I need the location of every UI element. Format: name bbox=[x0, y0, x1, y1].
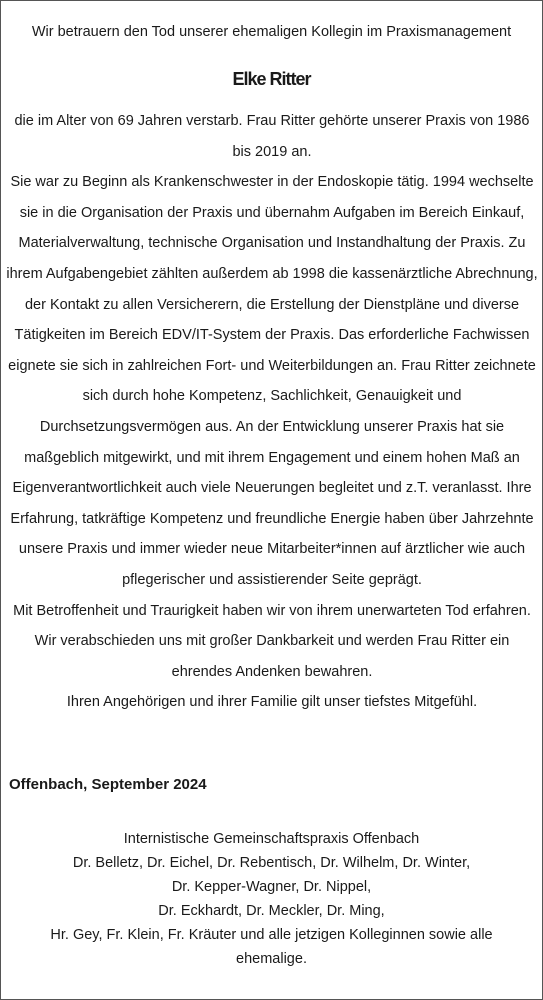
deceased-name: Elke Ritter bbox=[232, 69, 311, 89]
signature-line: Dr. Belletz, Dr. Eichel, Dr. Rebentisch, Dr. Wilhelm, Dr. Winter, bbox=[72, 854, 471, 871]
place-date-line: Offenbach, September 2024 bbox=[9, 776, 207, 793]
paragraph-farewell: Mit Betroffenheit und Traurigkeit haben wir von ihrem unerwarteten Tod erfahren. Wir verabschieden uns mit großer Dankbarkeit und werden Frau Ritter ein ehrendes Andenken bewahren. bbox=[13, 602, 531, 680]
signature-line: Hr. Gey, Fr. Klein, Fr. Kräuter und alle jetzigen Kolleginnen sowie alle bbox=[50, 926, 493, 943]
signature-practice-name: Internistische Gemeinschaftspraxis Offenbach bbox=[123, 831, 420, 847]
signature-line: ehemalige. bbox=[236, 950, 307, 967]
paragraph-career: Sie war zu Beginn als Krankenschwester in der Endoskopie tätig. 1994 wechselte sie in die Organisation der Praxis und übernahm Aufgaben im Bereich Einkauf, Materialverwaltung, technische Organisation und Instandhaltung der Praxis. Zu ihrem Aufgabengebiet zählten außerdem ab 1998 die kassenärztliche Abrechnung, der Kontakt zu allen Versicherern, die Erstellung der Dienstpläne und diverse Tätigkeiten im Bereich EDV/IT-System der Praxis. Das erforderliche Fachwissen eignete sie sich in zahlreichen Fort- und Weiterbildungen an. Frau Ritter zeichnete sich durch hohe Kompetenz, Sachlichkeit, Genauigkeit und Durchsetzungsvermögen aus. An der Entwicklung unserer Praxis hat sie maßgeblich mitgewirkt, und mit ihrem Engagement und einem hohen Maß an Eigenverantwortlichkeit auch viele Neuerungen begleitet und z.T. veranlasst. Ihre Erfahrung, tatkräftige Kompetenz und freundliche Energie haben über Jahrzehnte unsere Praxis und immer wieder neue Mitarbeiter*innen auf ärztlicher wie auch pflegerischer und assistierender Seite geprägt. bbox=[6, 174, 538, 588]
intro-line: Wir betrauern den Tod unserer ehemaligen Kollegin im Praxismanagement bbox=[31, 24, 512, 40]
paragraph-age-tenure: die im Alter von 69 Jahren verstarb. Frau Ritter gehörte unserer Praxis von 1986 bis 2019 an. bbox=[14, 113, 530, 160]
paragraph-condolence: Ihren Angehörigen und ihrer Familie gilt unser tiefstes Mitgefühl. bbox=[66, 694, 478, 711]
signature-line: Dr. Eckhardt, Dr. Meckler, Dr. Ming, bbox=[158, 902, 385, 919]
signature-line: Dr. Kepper-Wagner, Dr. Nippel, bbox=[171, 878, 372, 895]
obituary-body bbox=[5, 106, 539, 718]
signature-block bbox=[1, 828, 542, 971]
